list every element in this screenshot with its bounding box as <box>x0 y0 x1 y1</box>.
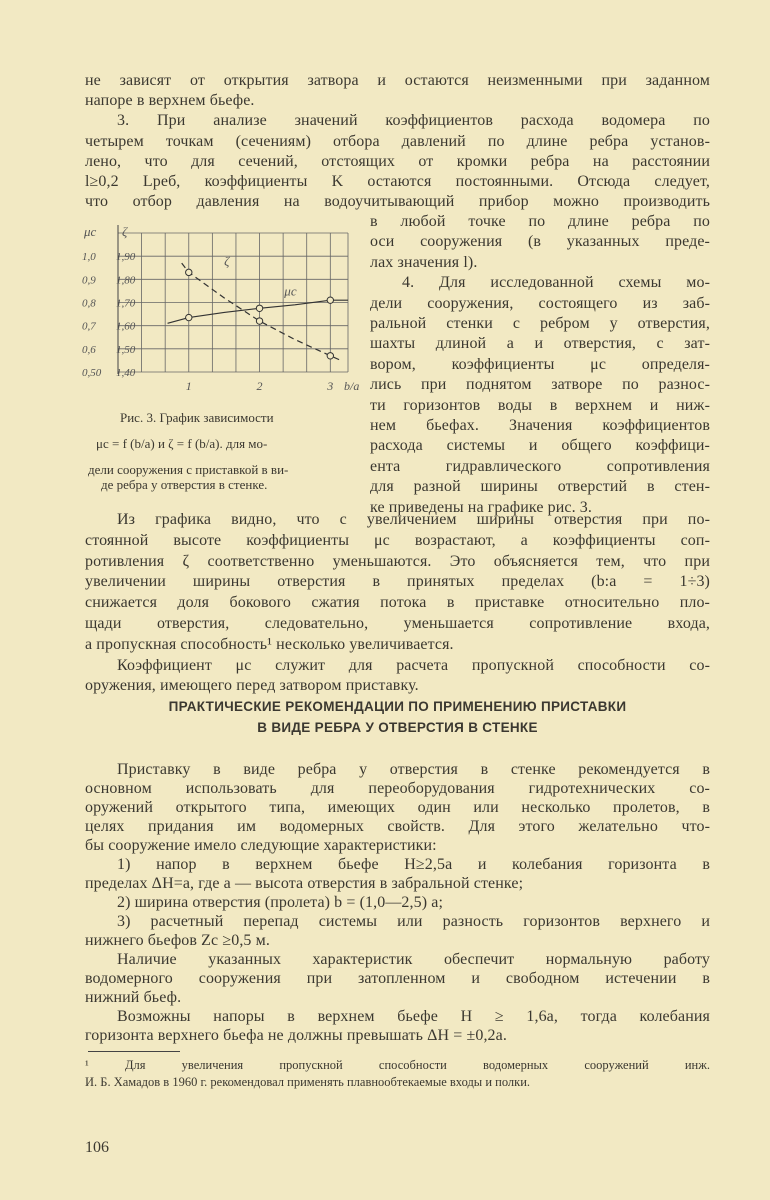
y-right-axis-label: ζ <box>122 224 128 239</box>
y-right-tick-label: 1,70 <box>116 297 136 310</box>
text-line: 1) напор в верхнем бьефе H≥2,5a и колебания горизонта в <box>117 856 710 873</box>
text-line: вором, коэффициенты μс определя- <box>370 355 710 373</box>
figure-caption-title: Рис. 3. График зависимости <box>120 410 274 425</box>
text-line: расхода системы и общего коэффици- <box>370 437 710 455</box>
text-line: оружения, имеющего перед затвором приставку. <box>85 677 419 695</box>
y-left-tick-label: 0,9 <box>82 274 96 287</box>
text-line: водомерного сооружения при затопленном и свободном истечении в <box>85 970 710 987</box>
text-line: нижнего бьефов Zс ≥0,5 м. <box>85 932 270 949</box>
text-line: снижается доля бокового сжатия потока в приставке относительно пло- <box>85 594 710 612</box>
text-line: 2) ширина отверстия (пролета) b = (1,0—2,5) a; <box>117 894 444 911</box>
section-heading: В ВИДЕ РЕБРА У ОТВЕРСТИЯ В СТЕНКЕ <box>257 720 538 735</box>
page-number: 106 <box>85 1139 109 1156</box>
series-line-zeta <box>182 263 341 360</box>
text-line: дели сооружения, состоящего из заб- <box>370 294 710 312</box>
y-right-tick-label: 1,80 <box>116 274 136 287</box>
text-line: лись при поднятом затворе по разнос- <box>370 376 710 394</box>
series-label-zeta: ζ <box>224 253 230 269</box>
data-point <box>256 318 262 324</box>
figure-caption-line: дели сооружения с приставкой в ви- <box>88 462 289 477</box>
text-line: 3. При анализе значений коэффициентов расхода водомера по <box>117 112 710 130</box>
figure-caption-formula: μс = f (b/a) и ζ = f (b/a). для мо- <box>96 436 268 451</box>
y-right-tick-label: 1,60 <box>116 320 136 333</box>
y-left-tick-label: 0,8 <box>82 297 96 310</box>
text-line: бы сооружение имело следующие характеристики: <box>85 837 437 854</box>
text-line: оси сооружения (в указанных преде- <box>370 233 710 251</box>
text-line: Возможны напоры в верхнем бьефе H ≥ 1,6a, тогда колебания <box>117 1008 710 1025</box>
text-line: увеличении ширины отверстия в принятых пределах (b:a = 1÷3) <box>85 573 710 591</box>
text-line: l≥0,2 Lреб, коэффициенты K остаются постоянными. Отсюда следует, <box>85 173 710 190</box>
text-line: щади отверстия, следовательно, уменьшается сопротивление входа, <box>85 615 710 632</box>
y-right-tick-label: 1,50 <box>116 343 136 356</box>
x-tick-label: 1 <box>185 379 192 393</box>
data-point <box>327 297 333 303</box>
y-left-tick-label: 1,0 <box>82 251 96 264</box>
text-line: для разной ширины отверстий в стен- <box>370 478 710 496</box>
text-line: Наличие указанных характеристик обеспечит нормальную работу <box>117 951 710 968</box>
y-left-tick-label: 0,7 <box>82 320 96 333</box>
text-line: Приставку в виде ребра у отверстия в стенке рекомендуется в <box>117 761 710 778</box>
footnote-line: ¹ Для увеличения пропускной способности водомерных сооружений инж. <box>85 1058 710 1072</box>
text-line: 4. Для исследованной схемы мо- <box>402 274 710 292</box>
text-line: напоре в верхнем бьефе. <box>85 92 255 110</box>
data-point <box>256 305 262 311</box>
text-line: ке приведены на графике рис. 3. <box>370 498 593 516</box>
footnote-rule <box>88 1051 180 1052</box>
y-left-tick-label: 0,50 <box>82 367 102 379</box>
text-line: четырем точкам (сечениям) отбора давлений по длине ребра установ- <box>85 132 710 150</box>
text-line: лено, что для сечений, отстоящих от кромки ребра на расстоянии <box>85 152 710 170</box>
figure-caption-line: де ребра у отверстия в стенке. <box>101 477 268 492</box>
text-line: ти горизонтов воды в верхнем и ниж- <box>370 396 710 414</box>
text-line: в любой точке по длине ребра по <box>370 213 710 230</box>
text-line: стоянной высоте коэффициенты μс возрастают, а коэффициенты соп- <box>85 531 710 549</box>
text-line: 3) расчетный перепад системы или разность горизонтов верхнего и <box>117 913 710 930</box>
text-line: нижний бьеф. <box>85 989 182 1006</box>
text-line: Из графика видно, что с увеличением ширины отверстия при по- <box>117 511 710 528</box>
text-line: ротивления ζ соответственно уменьшаются. Это объясняется тем, что при <box>85 552 710 570</box>
data-point <box>186 269 192 275</box>
section-heading: ПРАКТИЧЕСКИЕ РЕКОМЕНДАЦИИ ПО ПРИМЕНЕНИЮ ПРИСТАВКИ <box>168 699 627 714</box>
y-left-axis-label: μс <box>84 224 97 239</box>
figure-3-chart <box>80 220 380 400</box>
x-tick-label: 2 <box>256 379 263 393</box>
text-line: лах значения l). <box>370 253 478 271</box>
text-line: горизонта верхнего бьефа не должны превышать ΔH = ±0,2a. <box>85 1027 507 1044</box>
text-line: не зависят от открытия затвора и остаются неизменными при заданном <box>85 72 710 89</box>
text-line: ральной стенки с ребром у отверстия, <box>370 315 710 332</box>
x-axis-label: b/a <box>344 379 360 393</box>
y-left-tick-label: 0,6 <box>82 343 96 356</box>
footnote-line: И. Б. Хамадов в 1960 г. рекомендовал применять плавнообтекаемые входы и полки. <box>85 1075 531 1089</box>
text-line: основном использовать для переоборудования гидротехнических со- <box>85 780 710 797</box>
text-line: что отбор давления на водоучитывающий прибор можно производить <box>85 193 710 211</box>
data-point <box>186 314 192 320</box>
data-point <box>327 353 333 359</box>
text-line: шахты длиной a и отверстия, с зат- <box>370 335 710 353</box>
text-line: нем бьефах. Значения коэффициентов <box>370 417 710 434</box>
text-line: целях придания им водомерных свойств. Для этого желательно что- <box>85 818 710 835</box>
text-line: ента гидравлического сопротивления <box>370 457 710 475</box>
text-line: а пропускная способность¹ несколько увеличивается. <box>85 635 454 653</box>
series-label-mu: μс <box>284 283 297 299</box>
text-line: оружений открытого типа, имеющих один или несколько пролетов, в <box>85 799 710 816</box>
y-right-tick-label: 1,40 <box>116 367 136 379</box>
text-line: пределах ΔH=a, где a — высота отверстия в забральной стенке; <box>85 875 524 892</box>
x-tick-label: 3 <box>327 379 334 393</box>
text-line: Коэффициент μс служит для расчета пропускной способности со- <box>117 656 710 674</box>
y-right-tick-label: 1,90 <box>116 251 136 264</box>
